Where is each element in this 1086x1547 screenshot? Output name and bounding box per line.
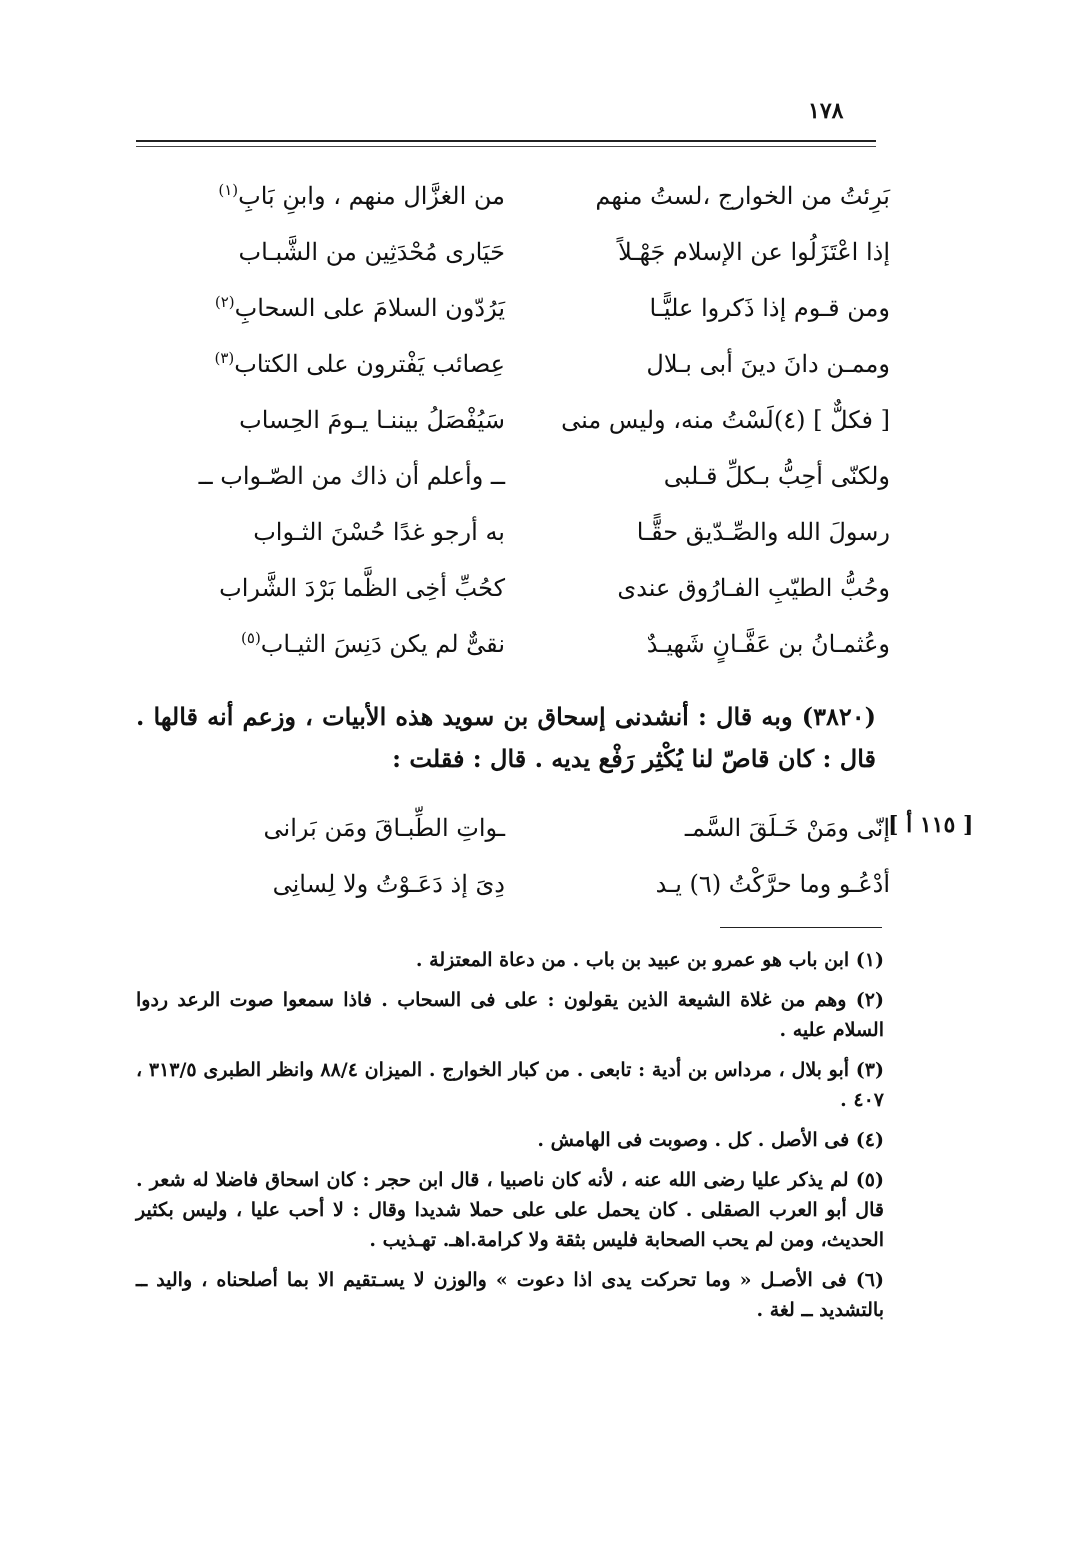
verse-line — [130, 280, 890, 336]
verse-line — [130, 448, 890, 504]
footnote-item: (٥) لم يذكر عليا رضى الله عنه ، لأنه كان ناصبيا ، قال ابن حجر : كان اسحاق فاضلا له شعر . قال أبو العرب الصقلى . كان يحمل على على حملا شديدا وقال : لا أحب عليا ، وليس بكثير الحديث، ومن لم يحب الصحابة فليس بثقة ولا كرامة.اهـ. تهـذيب . — [136, 1169, 884, 1251]
hemistich-second — [185, 800, 505, 856]
hemistich-second — [185, 280, 505, 336]
narration-paragraph: (٣٨٢٠) وبه قال : أنشدنى إسحاق بن سويد هذه الأبيات ، وزعم أنه قالها . قال : كان قاصّ لنا يُكْثِر رَفْع يديه . قال : فقلت : — [136, 702, 876, 773]
footnote-marker: (١) — [218, 181, 239, 199]
manuscript-folio-ref: [ ١١٥ أ ] — [888, 812, 974, 838]
verse-line — [130, 392, 890, 448]
hemistich-first: إذا اعْتَزَلُوا عن الإسلام جَهْـلاً — [618, 238, 890, 266]
hemistich-second — [185, 168, 505, 224]
footnote-item: (٤) فى الأصل . كل . وصوبت فى الهامش . — [537, 1129, 884, 1151]
hemistich-second-text: من الغزَّال منهم ، وابنِ بَابِ — [238, 182, 505, 210]
page-number: ١٧٨ — [808, 98, 844, 124]
hemistich-second-text: سَيُفْصَلُ بيننـا يـومَ الحِساب — [239, 406, 505, 434]
hemistich-second-text: يَرُدّون السلامَ على السحابِ — [234, 294, 505, 322]
verse-line — [130, 224, 890, 280]
footnote-item: (١) ابن باب هو عمرو بن عبيد بن باب . من دعاة المعتزلة . — [415, 949, 884, 971]
verse-line — [130, 616, 890, 672]
hemistich-second — [185, 392, 505, 448]
hemistich-first: وممـن دانَ دينَ أبى بـلال — [646, 350, 890, 378]
hemistich-first: ومن قـوم إذا ذَكروا عليًّـا — [649, 294, 890, 322]
hemistich-second — [185, 856, 505, 912]
hemistich-first: وعُثمـانُ بن عَفَّـانٍ شَهيـدٌ — [646, 630, 890, 658]
hemistich-second-text: كحُبِّ أخِى الظَّما بَرْدَ الشَّراب — [219, 574, 505, 602]
hemistich-first: ولكنّى أحِبُّ بـكلِّ قـلبى — [663, 462, 890, 490]
verse-line — [130, 560, 890, 616]
poem-verses-second — [130, 800, 890, 912]
hemistich-first: بَرِئتُ من الخوارج ،لستُ منهم — [595, 182, 890, 210]
hemistich-second-text: حَيَارى مُحْدَثِين من الشَّبـاب — [238, 238, 505, 266]
footnotes — [136, 945, 884, 1335]
hemistich-second-text: ــ وأعلم أن ذاك من الصّـواب ــ — [198, 462, 505, 490]
footnote-marker: (٣) — [214, 349, 235, 367]
verse-line — [130, 336, 890, 392]
footnote-item: (٦) فى الأصـل « وما تحركت يدى اذا دعوت » والوزن لا يسـتقيم الا بما أصلحناه ، واليد ــ بالتشديد ــ لغة . — [136, 1269, 884, 1321]
footnote-rule — [720, 927, 882, 928]
hemistich-second — [185, 448, 505, 504]
verse-line — [130, 800, 890, 856]
verse-line — [130, 168, 890, 224]
footnote-marker: (٥) — [241, 629, 261, 647]
hemistich-second — [185, 336, 505, 392]
hemistich-second-text: به أرجو غدًا حُسْنَ الثـواب — [253, 518, 505, 546]
verse-line — [130, 504, 890, 560]
hemistich-first: إنّى ومَنْ خَـلَقَ السَّمـ — [684, 814, 890, 842]
footnote-item: (٢) وهم من غلاة الشيعة الذين يقولون : على فى السحاب . فاذا سمعوا صوت الرعد ردوا السلام عليه . — [136, 989, 884, 1041]
hemistich-first: وحُبُّ الطيّبِ الفـارُوق عندى — [617, 574, 890, 602]
hemistich-first: أدْعُـو وما حرَّكْتُ (٦) يـد — [655, 870, 890, 898]
hemistich-first: رسولَ الله والصِّـدّيق حقًّـا — [636, 518, 890, 546]
hemistich-second — [185, 616, 505, 672]
hemistich-second — [185, 504, 505, 560]
hemistich-second-text: نقىٌّ لم يكن دَنِسَ الثيـاب — [260, 630, 505, 658]
poem-verses-first — [130, 168, 890, 672]
hemistich-second — [185, 560, 505, 616]
hemistich-second — [185, 224, 505, 280]
hemistich-second-text: عِصائب يَفْترون على الكتاب — [234, 350, 505, 378]
footnote-item: (٣) أبو بلال ، مرداس بن أدية : تابعى . من كبار الخوارج . الميزان ٨٨/٤ وانظر الطبرى ٣١٣/٥ ، ٤٠٧ . — [136, 1059, 885, 1111]
verse-line — [130, 856, 890, 912]
hemistich-second-text: ـواتِ الطِّبـاقَ ومَن بَرانى — [263, 814, 505, 842]
footnote-marker: (٢) — [214, 293, 235, 311]
hemistich-second-text: دِىَ إذ دَعَـوْتُ ولا لِسانِى — [272, 870, 505, 898]
header-rule — [136, 140, 876, 147]
hemistich-first: [ فكلٌّ ] (٤)لَسْتُ منه، وليس منى — [561, 406, 890, 434]
